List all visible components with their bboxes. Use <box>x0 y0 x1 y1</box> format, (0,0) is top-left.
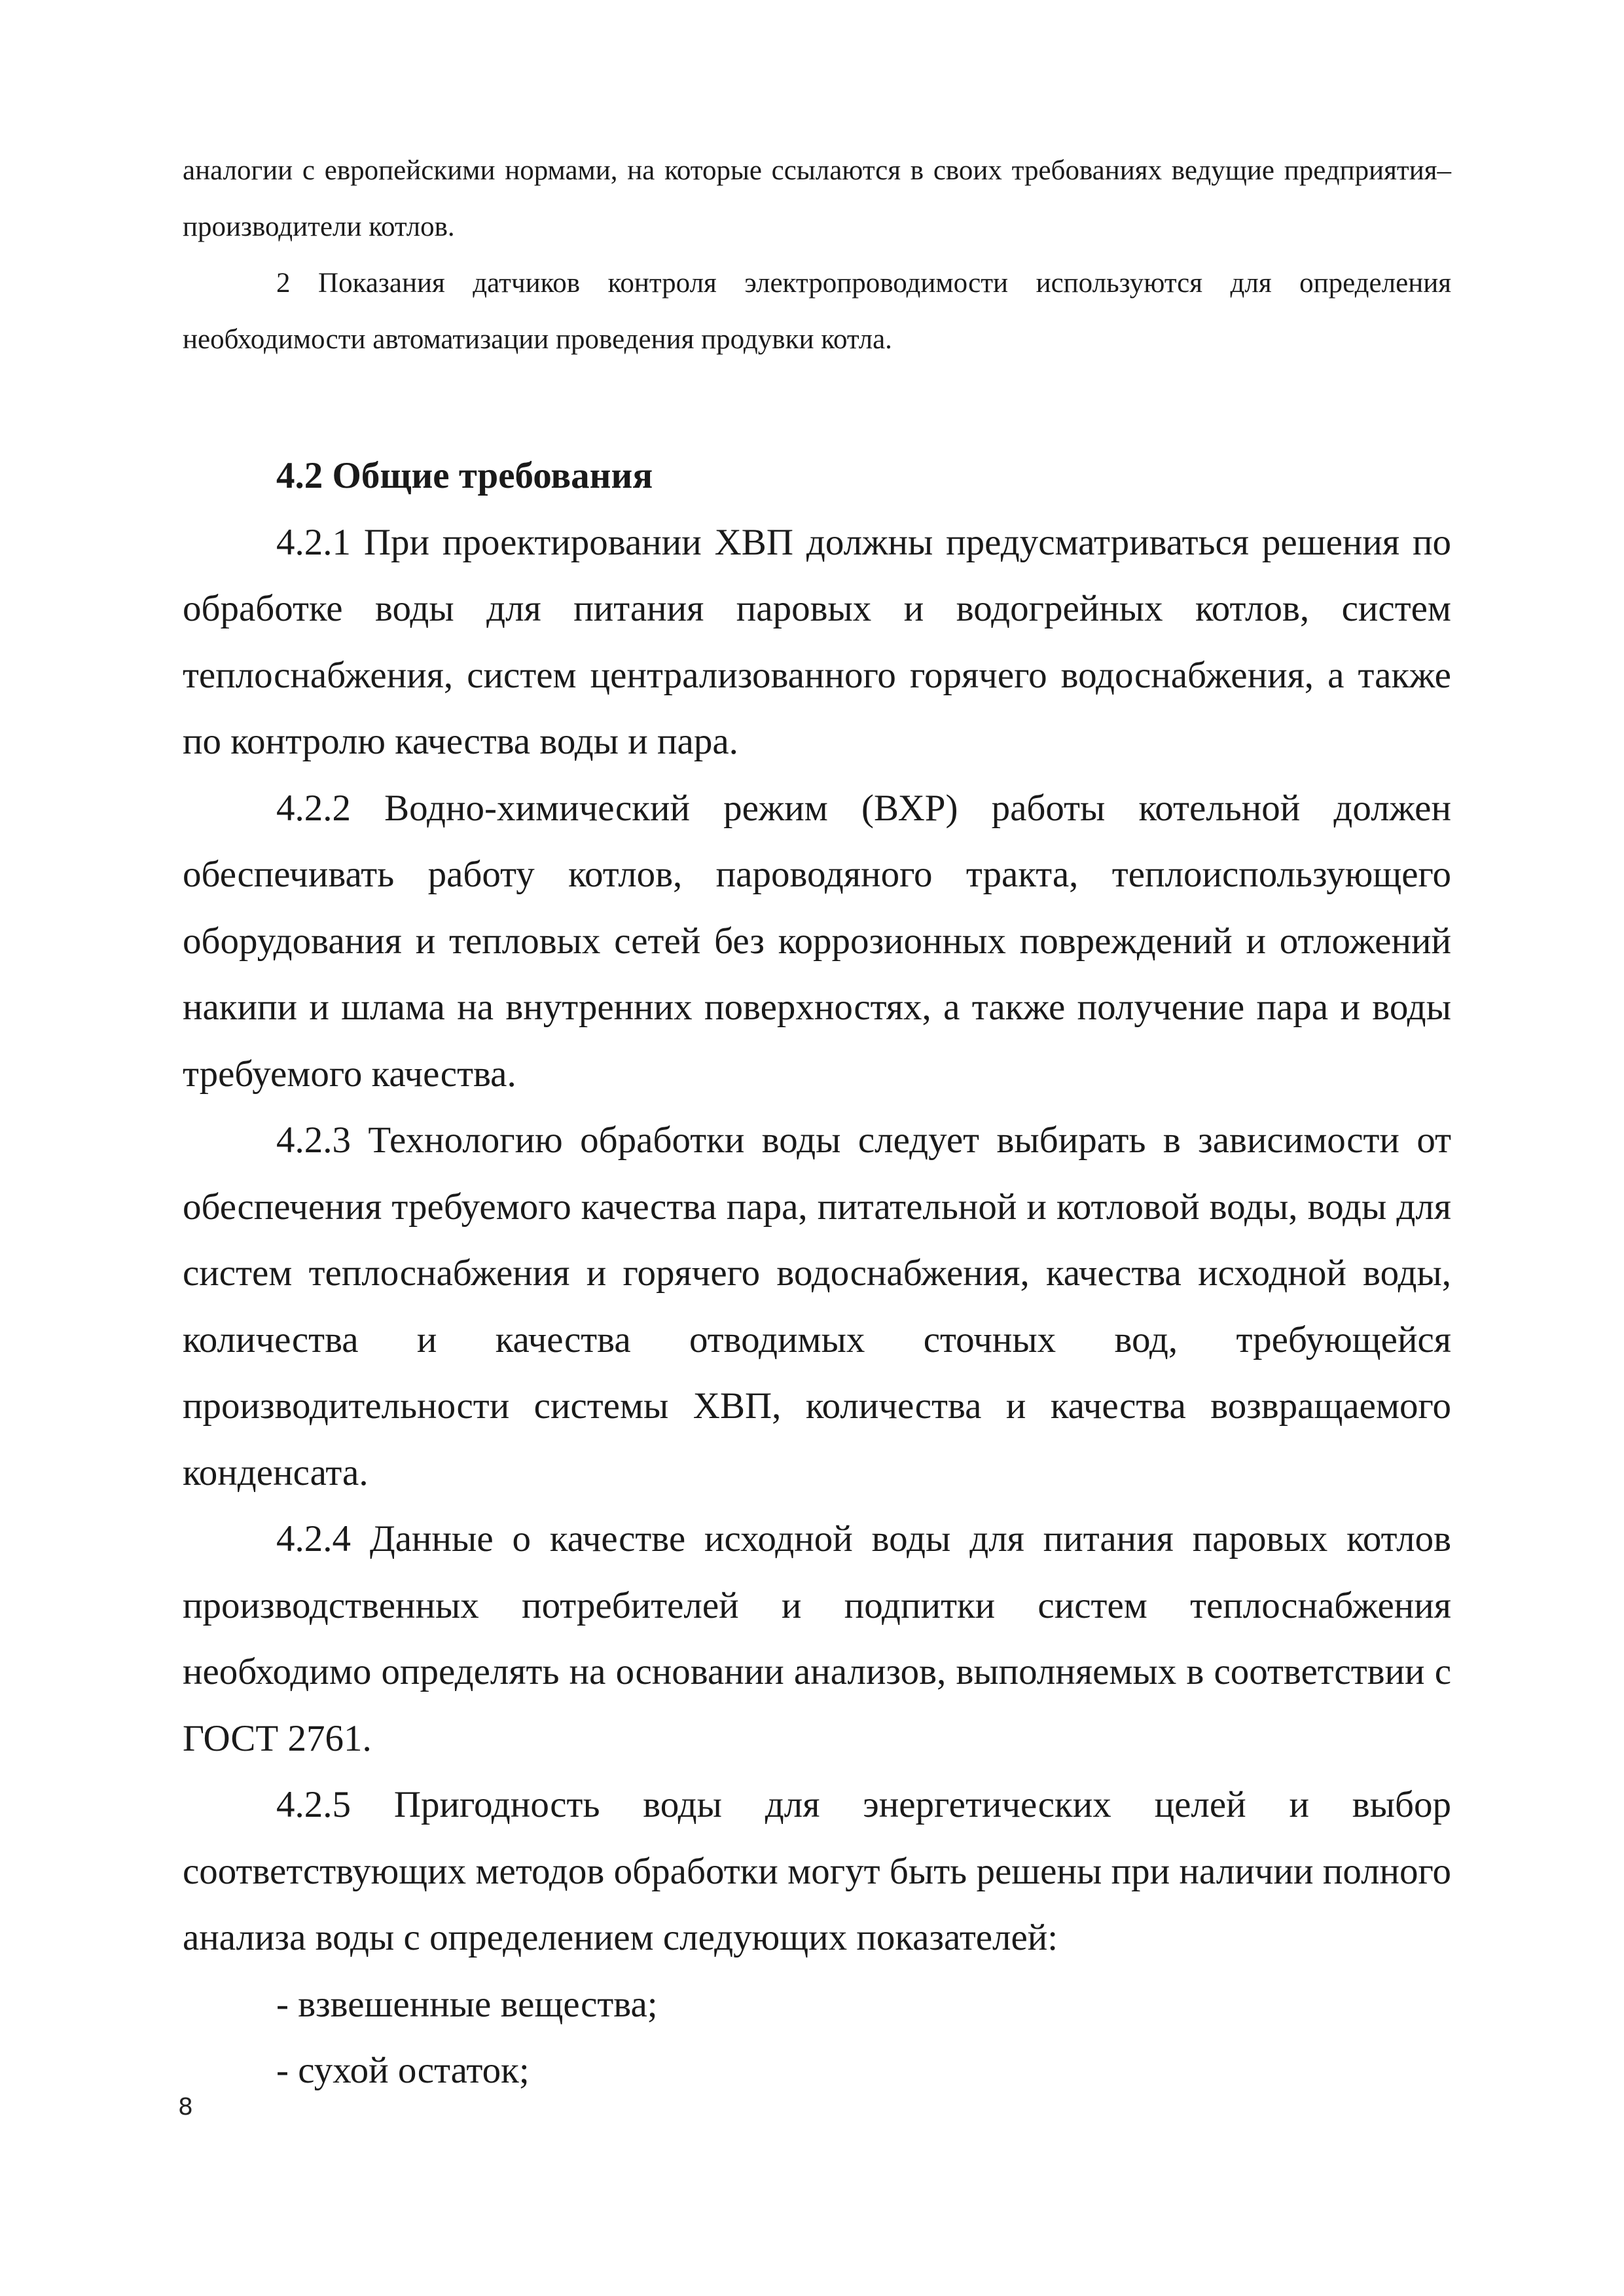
paragraph-4-2-3: 4.2.3 Технологию обработки воды следует выбирать в зависимости от обеспечения требуемого качества пара, питательной и котловой воды, воды для систем теплоснабжения и горячего водоснабжения, качества исходной воды, количества и качества отводимых сточных вод, требующейся производительности системы ХВП, количества и качества возвращаемого конденсата. <box>183 1120 1451 1493</box>
list-item: - взвешенные вещества; <box>276 1983 658 2025</box>
paragraph-4-2-4: 4.2.4 Данные о качестве исходной воды для питания паровых котлов производственных потребителей и подпитки систем теплоснабжения необходимо определять на основании анализов, выполняемых в соответствии с ГОСТ 2761. <box>183 1518 1451 1759</box>
paragraph-4-2-2: 4.2.2 Водно-химический режим (ВХР) работы котельной должен обеспечивать работу котлов, пароводяного тракта, теплоиспользующего оборудования и тепловых сетей без коррозионных повреждений и отложений накипи и шлама на внутренних поверхностях, а также получение пара и воды требуемого качества. <box>183 787 1451 1095</box>
paragraph-4-2-1: 4.2.1 При проектировании ХВП должны предусматриваться решения по обработке воды для питания паровых и водогрейных котлов, систем теплоснабжения, систем централизованного горячего водоснабжения, а также по контролю качества воды и пара. <box>183 521 1451 762</box>
section-title: 4.2 Общие требования <box>276 455 653 496</box>
note-item-2: 2 Показания датчиков контроля электропроводимости используются для определения необходимости автоматизации проведения продувки котла. <box>183 268 1451 355</box>
list-item: - сухой остаток; <box>276 2050 530 2091</box>
page-number: 8 <box>178 2094 193 2121</box>
paragraph-4-2-5: 4.2.5 Пригодность воды для энергетических целей и выбор соответствующих методов обработки могут быть решены при наличии полного анализа воды с определением следующих показателей: <box>183 1784 1451 1958</box>
section-body <box>183 443 1451 2104</box>
note-block <box>183 143 1451 368</box>
note-continuation: аналогии с европейскими нормами, на которые ссылаются в своих требованиях ведущие предприятия–производители котлов. <box>183 155 1451 242</box>
